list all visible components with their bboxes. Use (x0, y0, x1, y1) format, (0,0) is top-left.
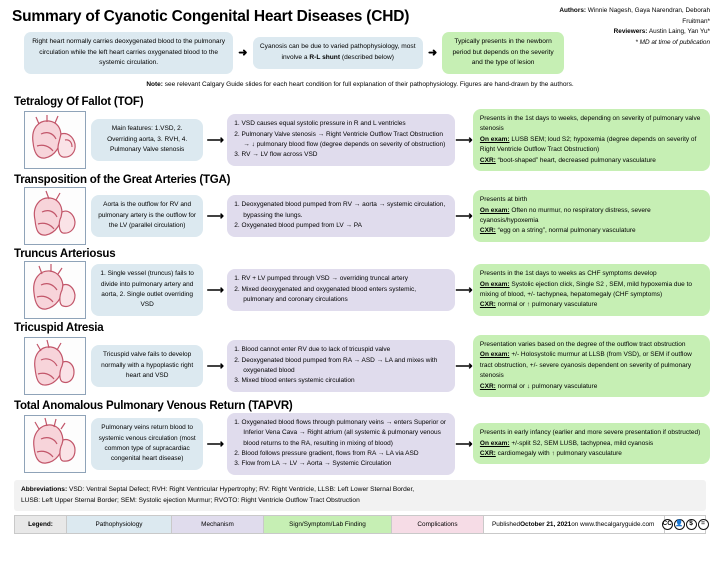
sign-symptom-box (473, 423, 710, 464)
mechanism-list (234, 274, 448, 305)
sign-exam: On exam: Systolic ejection click, Single S2 , SEM, mild hypoxemia due to mixing of blood, +/- tachypnea, hepatomegaly (CHF symptoms) (479, 280, 692, 298)
flow-arrow-icon: ⟶ (455, 208, 473, 223)
flow-arrow-icon: ⟶ (206, 208, 224, 223)
heart-anatomy-tga-icon (24, 187, 86, 245)
flow-arrow-icon: ⟶ (455, 358, 473, 373)
flow-arrow-icon: ⟶ (206, 358, 224, 373)
list-item: 1. RV + LV pumped through VSD → overriding truncal artery (234, 275, 409, 283)
section-tricuspid-atresia (10, 322, 710, 397)
authors-block (542, 6, 710, 48)
list-item: 2. Deoxygenated blood pumped from RA → ASD → LA and mixes with oxygenated blood (234, 356, 438, 374)
sign-exam: On exam: LUSB SEM; loud S2; hypoxemia (degree depends on severity of Right Ventricle Outflow Tract Obstruction) (479, 135, 697, 154)
mechanism-box (227, 114, 455, 166)
creative-commons-license-icon[interactable] (662, 516, 705, 533)
cc-badges (662, 519, 709, 530)
flow-arrow-icon: ⟶ (455, 132, 473, 147)
list-item: 2. Mixed deoxygenated and oxygenated blood enters systemic, pulmonary and coronary circulations (234, 285, 417, 304)
mechanism-list (234, 345, 448, 387)
abbreviations-line-1: Abbreviations: VSD: Ventral Septal Defect; RVH: Right Ventricular Hypertrophy; RV: Right Ventricle, LLSB: Left Lower Sternal Border, (21, 485, 415, 493)
pathophysiology-box: 1. Single vessel (truncus) fails to divide into pulmonary artery and aorta, 2. Single outlet overriding VSD (91, 264, 203, 316)
sign-exam: On exam: +/-split S2, SEM LUSB, tachypnea, mild cyanosis (479, 439, 654, 447)
sign-symptom-box (473, 190, 710, 242)
flow-arrow-icon: ➜ (427, 46, 438, 59)
abbreviations-line-2: LUSB: Left Upper Sternal Border; SEM: Systolic ejection Murmur; RVOTO: Right Ventricle Outflow Tract Obstruction (21, 497, 360, 505)
pathophysiology-box: Aorta is the outflow for RV and pulmonary artery is the outflow for the LV (parallel circulation) (91, 195, 203, 236)
list-item: 3. RV → LV flow across VSD (234, 151, 318, 159)
section-truncus-arteriosus (10, 248, 710, 319)
authors-line (542, 6, 710, 27)
section-title: Tetralogy Of Fallot (TOF) (14, 96, 144, 109)
list-item: 1. Oxygenated blood flows through pulmonary veins → enters Superior or Inferior Vena Cava → Right atrium (all systemic & pulmonary venous blood returns to the RA, resulting in mixing of blood) (234, 418, 447, 447)
list-item: 2. Pulmonary Valve stenosis → Right Ventricle Outflow Tract Obstruction → ↓ pulmonary blood flow (degree depends on severity of obstruction) (234, 130, 446, 148)
authors-label: Authors: (559, 7, 587, 14)
heart-anatomy-tof-icon (24, 111, 86, 169)
flow-arrow-icon: ⟶ (455, 436, 473, 451)
list-item: 3. Flow from LA → LV → Aorta → Systemic Circulation (234, 460, 392, 468)
note-label: Note: (146, 81, 163, 89)
heart-anatomy-truncus-icon (24, 261, 86, 319)
section-title: Truncus Arteriosus (14, 247, 116, 260)
sign-symptom-box (473, 109, 710, 171)
section-title: Total Anomalous Pulmonary Venous Return (TAPVR) (14, 399, 293, 412)
mechanism-box (227, 195, 455, 236)
authors-names: Winnie Nagesh, Gaya Narendran, Deborah Fruitman* (587, 7, 710, 25)
flow-arrow-icon: ⟶ (455, 282, 473, 297)
list-item: 1. Blood cannot enter RV due to lack of tricuspid valve (234, 346, 391, 354)
legend-label: Legend: (15, 516, 67, 533)
section-title: Tricuspid Atresia (14, 321, 104, 334)
pathophysiology-box: Pulmonary veins return blood to systemic venous circulation (most common type of supracardiac congenital heart disease) (91, 418, 203, 470)
reviewers-label: Reviewers: (613, 28, 648, 36)
published-date: October 21, 2021 (520, 520, 572, 528)
sign-exam: On exam: +/- Holosystolic murmur at LLSB (from VSD), or SEM if outflow tract obstruction, +/- severe cyanosis dependent on severity of pulmonary stenosis (479, 351, 692, 380)
cc-by-icon: 👤 (674, 519, 685, 530)
list-item: 1. Deoxygenated blood pumped from RV → aorta → systemic circulation, bypassing the lungs. (234, 201, 446, 219)
pathophysiology-box: Main features: 1.VSD, 2. Overriding aorta, 3. RVH, 4. Pulmonary Valve stenosis (91, 119, 203, 160)
mechanism-list (234, 200, 448, 231)
abbreviations-block (14, 480, 706, 511)
overview-box-normal-circulation: Right heart normally carries deoxygenated blood to the pulmonary circulation while the left heart carries oxygenated blood to the systemic circulation. (24, 32, 233, 74)
mechanism-box (227, 269, 455, 310)
cc-nc-icon: $ (686, 519, 697, 530)
flow-arrow-icon: ➜ (238, 46, 248, 59)
flow-arrow-icon: ⟶ (206, 282, 224, 297)
authors-footnote: * MD at time of publication (635, 38, 710, 46)
heart-anatomy-tricuspid-icon (24, 337, 86, 395)
sign-exam: On exam: Often no murmur, no respiratory distress, severe cyanosis/hypoxemia (479, 206, 651, 224)
overview-box-cyanosis-cause: Cyanosis can be due to varied pathophysiology, most involve a R-L shunt (described below) (253, 37, 423, 68)
sign-lead: Presents in the 1st days to weeks as CHF symptoms develop (479, 270, 657, 278)
overview-flow (24, 32, 564, 74)
list-item: 3. Mixed blood enters systemic circulation (234, 377, 355, 385)
sign-cxr: CXR: normal or ↑ pulmonary vasculature (479, 301, 598, 309)
sign-lead: Presents in early infancy (earlier and more severe presentation if obstructed) (479, 429, 701, 437)
reviewers-names: Austin Laing, Yan Yu* (648, 28, 710, 36)
pathophysiology-box: Tricuspid valve fails to develop normally with a hypoplastic right heart and VSD (91, 345, 203, 386)
published-info: Published October 21, 2021 on www.thecalgaryguide.com (484, 516, 665, 533)
list-item: 2. Oxygenated blood pumped from LV → PA (234, 222, 362, 230)
legend-pathophysiology: Pathophysiology (67, 516, 172, 533)
cc-sa-icon: = (698, 519, 709, 530)
note-text: see relevant Calgary Guide slides for each heart condition for full explanation of their pathophysiology. Figures are hand-drawn by the authors. (162, 81, 574, 89)
list-item: 1. VSD causes equal systolic pressure in R and L ventricles (234, 120, 406, 128)
flow-arrow-icon: ⟶ (206, 132, 224, 147)
mechanism-box (227, 340, 455, 392)
reviewers-line (542, 27, 710, 38)
sign-cxr: CXR: “egg on a string”, normal pulmonary vasculature (479, 227, 636, 235)
mechanism-box (227, 413, 455, 475)
list-item: 2. Blood follows pressure gradient, flows from RA → LA via ASD (234, 450, 419, 458)
sign-lead: Presents in the 1st days to weeks, depending on severity of pulmonary valve stenosis (479, 115, 701, 133)
note-line (10, 81, 710, 88)
sign-lead: Presents at birth (479, 196, 528, 204)
overview-box-presentation: Typically presents in the newborn period but depends on the severity and the type of lesion (442, 32, 564, 74)
legend-bar (14, 515, 706, 534)
section-tga (10, 174, 710, 245)
section-title: Transposition of the Great Arteries (TGA) (14, 173, 231, 186)
sign-cxr: CXR: cardiomegaly with ↑ pulmonary vasculature (479, 450, 622, 458)
sign-symptom-box (473, 264, 710, 316)
cc-circle-icon: CC (662, 519, 673, 530)
legend-sign-symptom: Sign/Symptom/Lab Finding (264, 516, 392, 533)
heart-anatomy-tapvr-icon (24, 415, 86, 473)
legend-mechanism: Mechanism (172, 516, 264, 533)
mechanism-list (234, 119, 448, 161)
flow-arrow-icon: ⟶ (206, 436, 224, 451)
sign-cxr: CXR: “boot-shaped” heart, decreased pulmonary vasculature (479, 156, 656, 164)
sign-symptom-box (473, 335, 710, 397)
legend-complications: Complications (392, 516, 484, 533)
page-title: Summary of Cyanotic Congenital Heart Diseases (CHD) (12, 8, 410, 25)
sign-lead: Presentation varies based on the degree of the outflow tract obstruction (479, 340, 686, 348)
section-tof (10, 96, 710, 171)
sign-cxr: CXR: normal or ↓ pulmonary vasculature (479, 382, 598, 390)
mechanism-list (234, 418, 448, 470)
section-tapvr (10, 400, 710, 475)
